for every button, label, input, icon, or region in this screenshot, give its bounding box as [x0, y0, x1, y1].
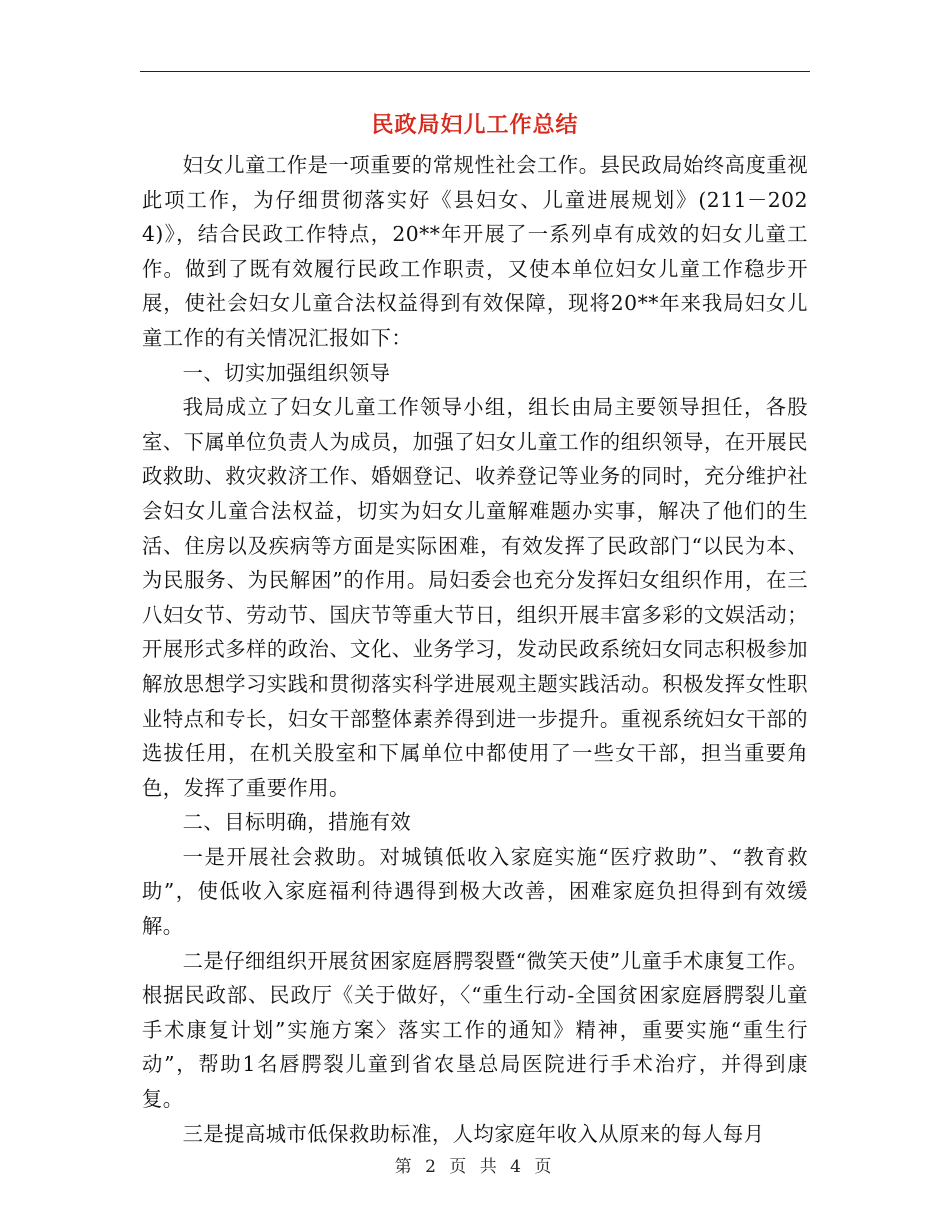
paragraph-cleft-surgery: 二是仔细组织开展贫困家庭唇腭裂暨“微笑天使”儿童手术康复工作。根据民政部、民政厅《关于做好，〈“重生行动-全国贫困家庭唇腭裂儿童手术康复计划”实施方案〉落实工作的通知》精神，重要实施“重生行动”，帮助1名唇腭裂儿童到省农垦总局医院进行手术治疗，并得到康复。 [142, 948, 808, 1112]
paragraph-low-income: 三是提高城市低保救助标准，人均家庭年收入从原来的每人每月 [182, 1121, 765, 1146]
document-title: 民政局妇儿工作总结 [371, 112, 579, 138]
document-body [142, 148, 808, 1151]
section-heading-1: 一、切实加强组织领导 [182, 360, 391, 385]
section-heading-2: 二、目标明确，措施有效 [182, 810, 412, 835]
page-number-footer: 第 2 页 共 4 页 [394, 1157, 556, 1177]
paragraph-intro: 妇女儿童工作是一项重要的常规性社会工作。县民政局始终高度重视此项工作，为仔细贯彻落实好《县妇女、儿童进展规划》(211－2024)》，结合民政工作特点，20**年开展了一系列卓有成效的妇女儿童工作。做到了既有效履行民政工作职责，又使本单位妇女儿童工作稳步开展，使社会妇女儿童合法权益得到有效保障，现将20**年来我局妇女儿童工作的有关情况汇报如下： [142, 153, 808, 350]
paragraph-social-aid: 一是开展社会救助。对城镇低收入家庭实施“医疗救助”、“教育救助”，使低收入家庭福利待遇得到极大改善，困难家庭负担得到有效缓解。 [142, 844, 808, 939]
paragraph-organization: 我局成立了妇女儿童工作领导小组，组长由局主要领导担任，各股室、下属单位负责人为成员，加强了妇女儿童工作的组织领导，在开展民政救助、救灾救济工作、婚姻登记、收养登记等业务的同时，充分维护社会妇女儿童合法权益，切实为妇女儿童解难题办实事，解决了他们的生活、住房以及疾病等方面是实际困难，有效发挥了民政部门“以民为本、为民服务、为民解困”的作用。局妇委会也充分发挥妇女组织作用，在三八妇女节、劳动节、国庆节等重大节日，组织开展丰富多彩的文娱活动；开展形式多样的政治、文化、业务学习，发动民政系统妇女同志积极参加解放思想学习实践和贯彻落实科学进展观主题实践活动。积极发挥女性职业特点和专长，妇女干部整体素养得到进一步提升。重视系统妇女干部的选拔任用，在机关股室和下属单位中都使用了一些女干部，担当重要角色，发挥了重要作用。 [142, 395, 808, 800]
header-rule [140, 71, 810, 72]
